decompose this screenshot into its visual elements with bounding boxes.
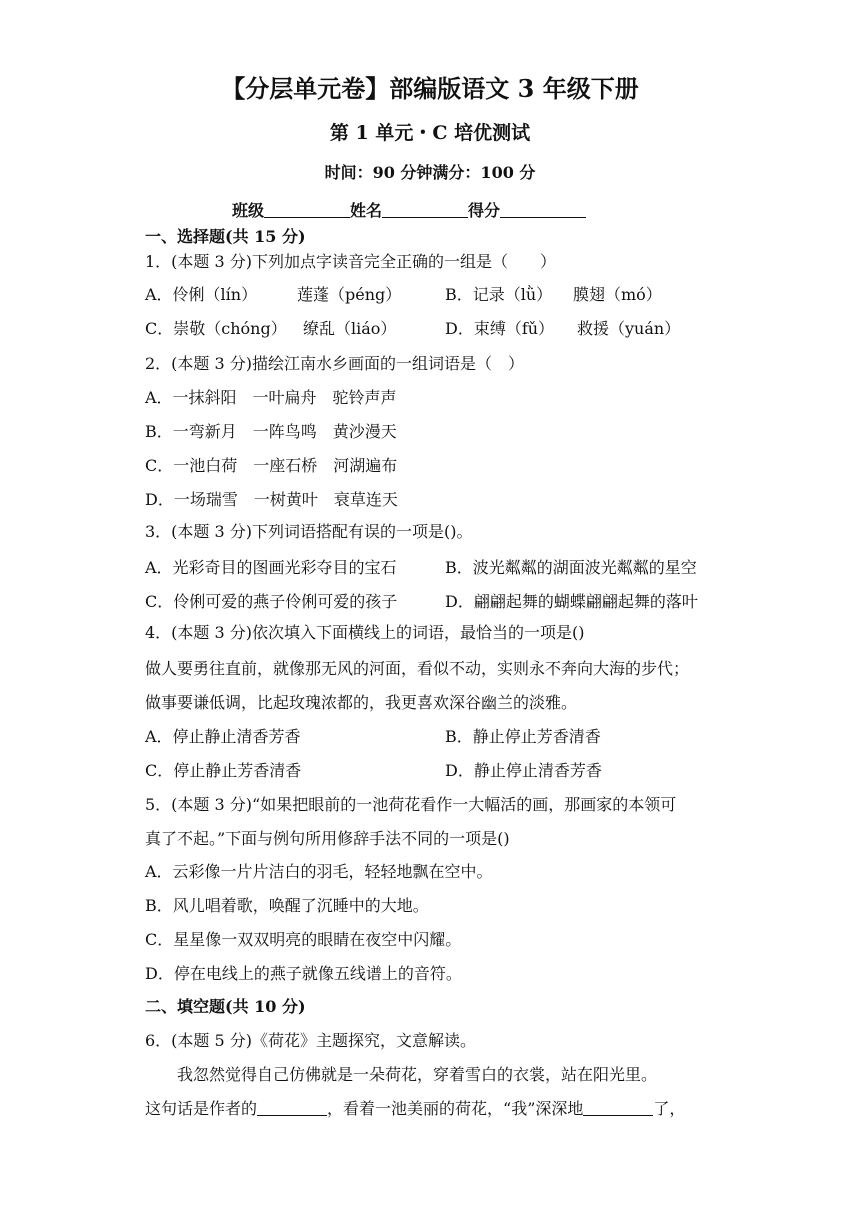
question-6-stem: 6．(本题 5 分)《荷花》主题探究，文意解读。 — [145, 1031, 477, 1050]
name-blank[interactable] — [382, 201, 468, 218]
q1-option-a2: 莲蓬（péng） — [297, 285, 402, 304]
class-label: 班级 — [232, 201, 265, 220]
q1-option-c2: 缭乱（liáo） — [303, 319, 397, 338]
question-5-stem-line-2: 真了不起。”下面与例句所用修辞手法不同的一项是() — [145, 829, 510, 848]
question-2-stem: 2．(本题 3 分)描绘江南水乡画面的一组词语是（ ） — [145, 354, 525, 373]
q1-option-c1: C．崇敬（chóng） — [145, 319, 287, 338]
q6-fill-line — [145, 1098, 685, 1120]
question-1-stem: 1．(本题 3 分)下列加点字读音完全正确的一组是（ ） — [145, 252, 557, 271]
q1-option-b1: B．记录（lǜ） — [445, 285, 553, 304]
q2-option-d: D．一场瑞雪 一树黄叶 衰草连天 — [145, 490, 398, 509]
q6-line-end: 了， — [653, 1099, 686, 1118]
page-title: 【分层单元卷】部编版语文 3 年级下册 — [221, 74, 639, 103]
name-label: 姓名 — [350, 201, 383, 220]
q5-option-d: D．停在电线上的燕子就像五线谱上的音符。 — [145, 964, 462, 983]
question-4-stem: 4．(本题 3 分)依次填入下面横线上的词语，最恰当的一项是() — [145, 623, 585, 642]
q2-option-b: B．一弯新月 一阵鸟鸣 黄沙漫天 — [145, 422, 397, 441]
q5-option-c: C．星星像一双双明亮的眼睛在夜空中闪耀。 — [145, 930, 462, 949]
section-heading-fill: 二、填空题(共 10 分) — [145, 997, 306, 1016]
section-heading-choice: 一、选择题(共 15 分) — [145, 227, 306, 246]
question-5-stem-line-1: 5．(本题 3 分)“如果把眼前的一池荷花看作一大幅活的画，那画家的本领可 — [145, 795, 677, 814]
q6-line-start: 这句话是作者的 — [145, 1099, 258, 1118]
q1-option-d2: 救援（yuán） — [577, 319, 681, 338]
q3-option-a: A．光彩奇目的图画光彩夺目的宝石 — [145, 558, 397, 577]
q1-option-b2: 膜翅（mó） — [573, 285, 662, 304]
q2-option-c: C．一池白荷 一座石桥 河湖遍布 — [145, 456, 398, 475]
q2-option-a: A．一抹斜阳 一叶扁舟 驼铃声声 — [145, 388, 397, 407]
q5-option-b: B．风儿唱着歌，唤醒了沉睡中的大地。 — [145, 896, 429, 915]
question-3-stem: 3．(本题 3 分)下列词语搭配有误的一项是()。 — [145, 522, 473, 541]
q1-option-a1: A．伶俐（lín） — [145, 285, 258, 304]
page-subtitle: 第 1 单元・C 培优测试 — [329, 122, 531, 144]
q1-option-d1: D．束缚（fǔ） — [445, 319, 555, 338]
score-blank[interactable] — [500, 201, 586, 218]
q3-option-c: C．伶俐可爱的燕子伶俐可爱的孩子 — [145, 592, 398, 611]
q6-quote: 我忽然觉得自己仿佛就是一朵荷花，穿着雪白的衣裳，站在阳光里。 — [177, 1065, 658, 1084]
student-info-line — [232, 198, 586, 221]
q4-passage-line-1: 做人要勇往直前，就像那无风的河面，看似不动，实则永不奔向大海的步代； — [145, 659, 690, 678]
q4-option-d: D．静止停止清香芳香 — [445, 761, 602, 780]
q6-blank-2[interactable] — [583, 1099, 653, 1116]
score-label: 得分 — [468, 201, 501, 220]
q6-line-mid: ，看着一池美丽的荷花，“我”深深地 — [327, 1099, 584, 1118]
q4-option-c: C．停止静止芳香清香 — [145, 761, 302, 780]
time-info: 时间：90 分钟满分：100 分 — [324, 163, 536, 182]
q4-option-a: A．停止静止清香芳香 — [145, 727, 301, 746]
q4-passage-line-2: 做事要谦低调，比起玫瑰浓都的，我更喜欢深谷幽兰的淡雅。 — [145, 693, 578, 712]
q3-option-d: D．翩翩起舞的蝴蝶翩翩起舞的落叶 — [445, 592, 698, 611]
q5-option-a: A．云彩像一片片洁白的羽毛，轻轻地飘在空中。 — [145, 862, 493, 881]
class-blank[interactable] — [264, 201, 350, 218]
q6-blank-1[interactable] — [257, 1099, 327, 1116]
q3-option-b: B．波光粼粼的湖面波光粼粼的星空 — [445, 558, 697, 577]
q4-option-b: B．静止停止芳香清香 — [445, 727, 601, 746]
